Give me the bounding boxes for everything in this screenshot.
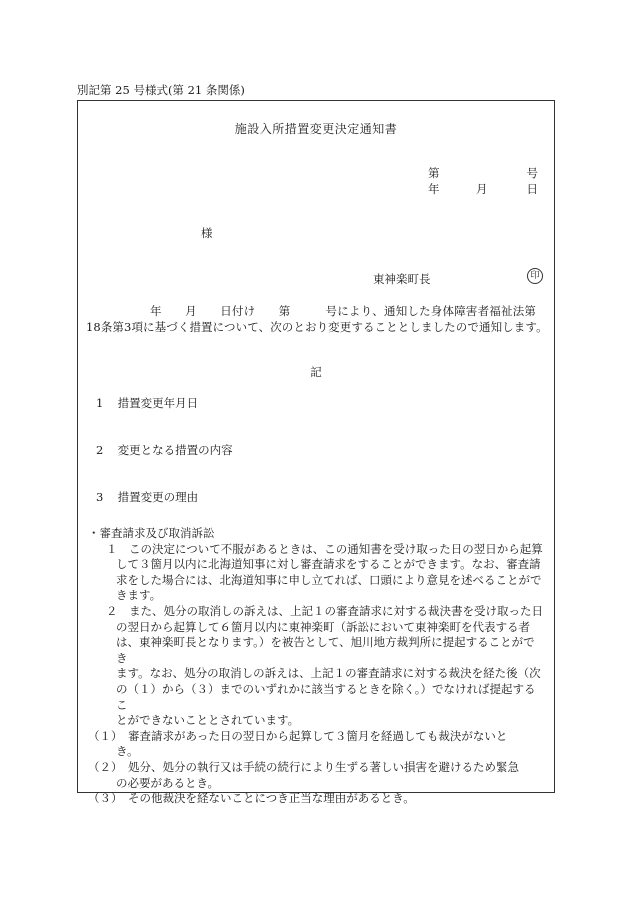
item-1 bbox=[96, 395, 198, 411]
item-1-label: 措置変更年月日 bbox=[117, 396, 199, 410]
condition-2-number: （２） bbox=[88, 759, 123, 774]
note-2-line: とができないこととされています。 bbox=[116, 713, 300, 728]
item-1-number: 1 bbox=[96, 396, 104, 410]
condition-2 bbox=[88, 760, 546, 776]
condition-1-number: （１） bbox=[88, 728, 123, 743]
note-1-line: きます。 bbox=[116, 588, 162, 603]
item-2-label: 変更となる措置の内容 bbox=[117, 443, 233, 457]
condition-1-cont: き。 bbox=[116, 744, 139, 759]
date-year: 年 bbox=[428, 182, 440, 196]
note-1-line: １ この決定について不服があるときは、この通知書を受け取った日の翌日から起算 bbox=[106, 541, 543, 556]
item-2-number: 2 bbox=[96, 443, 104, 457]
item-3 bbox=[96, 489, 198, 505]
ki-heading: 記 bbox=[310, 365, 322, 379]
addressee-suffix: 様 bbox=[201, 226, 213, 240]
note-2-line: の（１）から（３）までのいずれかに該当するときを除く。）でなければ提起するこ bbox=[116, 681, 536, 712]
document-date bbox=[428, 181, 538, 195]
note-2-line: ２ また、処分の取消しの訴えは、上記１の審査請求に対する裁決書を受け取った日 bbox=[106, 603, 543, 618]
item-3-number: 3 bbox=[96, 490, 104, 504]
date-day: 日 bbox=[526, 182, 538, 196]
note-1-line: 求をした場合には、北海道知事に申し立てれば、口頭により意見を述べることがで bbox=[116, 572, 542, 587]
note-2-line: ます。なお、処分の取消しの訴えは、上記１の審査請求に対する裁決を経た後（次 bbox=[116, 666, 541, 681]
appeal-notes bbox=[88, 526, 546, 807]
condition-3-number: （３） bbox=[88, 791, 123, 806]
note-2-line: は、東神楽町長となります。）を被告として、旭川地方裁判所に提起することができ bbox=[116, 635, 535, 665]
body-text bbox=[86, 303, 548, 335]
condition-1 bbox=[88, 729, 546, 745]
number-dai: 第 bbox=[428, 166, 440, 180]
issuer-name: 東神楽町長 bbox=[373, 272, 431, 286]
body-line-1: 年 月 日付け 第 号により、通知した身体障害者福祉法第 bbox=[150, 304, 537, 318]
form-label: 別記第 25 号様式(第 21 条関係) bbox=[77, 83, 245, 97]
number-go: 号 bbox=[526, 166, 538, 180]
date-month: 月 bbox=[476, 182, 488, 196]
item-2 bbox=[96, 442, 233, 458]
item-3-label: 措置変更の理由 bbox=[117, 490, 199, 504]
document-number bbox=[428, 165, 538, 179]
notes-heading: ・審査請求及び取消訴訟 bbox=[88, 526, 215, 540]
condition-3-line: その他裁決を経ないことにつき正当な理由があるとき。 bbox=[128, 791, 415, 806]
note-1-line: して３箇月以内に北海道知事に対し審査請求をすることができます。なお、審査請 bbox=[116, 557, 541, 572]
document-title: 施設入所措置変更決定通知書 bbox=[234, 122, 398, 136]
seal-mark: 印 bbox=[527, 268, 543, 284]
condition-2-line: 処分、処分の執行又は手続の続行により生ずる著しい損害を避けるため緊急 bbox=[128, 759, 519, 774]
condition-3 bbox=[88, 791, 546, 807]
body-line-2: 18条第3項に基づく措置について、次のとおり変更することとしましたので通知します。 bbox=[86, 320, 548, 334]
condition-1-line: 審査請求があった日の翌日から起算して３箇月を経過しても裁決がないと bbox=[128, 728, 508, 743]
condition-2-cont: の必要があるとき。 bbox=[116, 775, 220, 790]
note-2-line: の翌日から起算して６箇月以内に東神楽町（訴訟において東神楽町を代表する者 bbox=[116, 619, 530, 634]
document-frame bbox=[77, 100, 555, 806]
